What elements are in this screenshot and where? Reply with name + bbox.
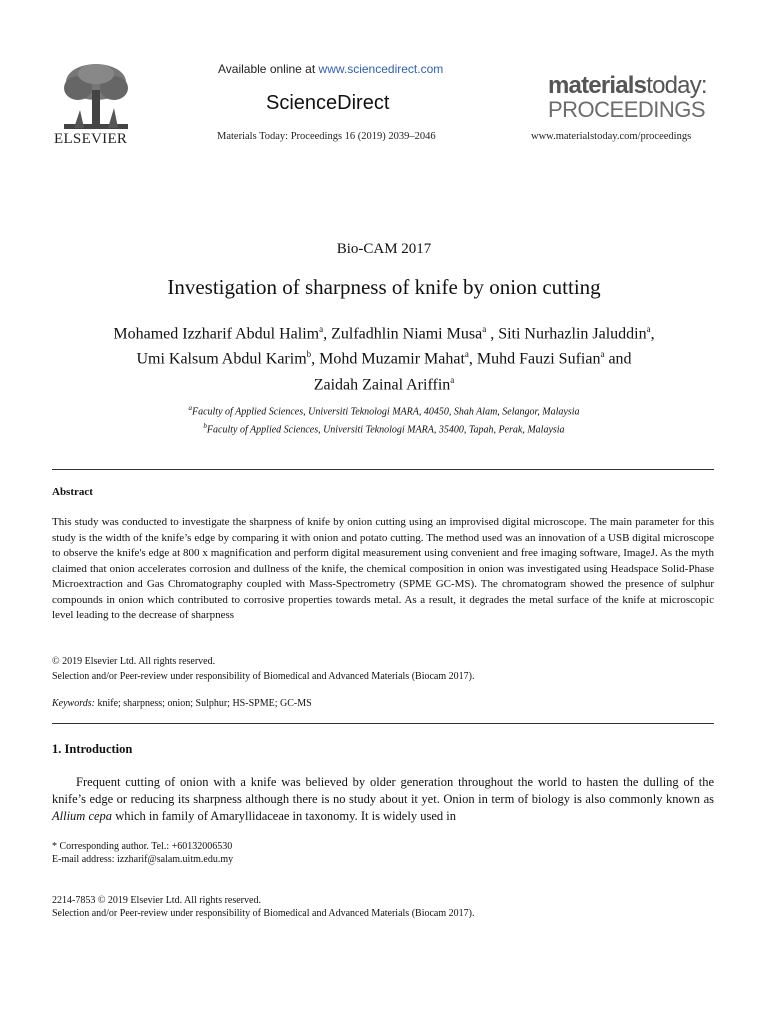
abstract-text: This study was conducted to investigate the sharpness of knife by onion cutting using an improvised digital microscope. The main parameter for this study is the width of the knife’s edge by comparing it with onion and potato cutting. The method used was an innovation of a USB digital microscope to observe the knife's edge at 800 x magnification and perform digital measurement using convenient and free imaging software, ImageJ. As the myth claimed that onion accelerates corrosion and dullness of the knife, the chemical composition in onion was investigated using Headspace Solid-Phase Microextraction and Gas Chromatography coupled with Mass-Spectrometry (SPME GC-MS). The chromatogram showed the presence of sulphur compounds in onion which contributed to corrosive properties towards metal. As a result, it degrades the metal surface of the knife at microscopic level leading to the decrease of sharpness <box>52 516 714 621</box>
author-name: Mohd Muzamir Mahat <box>319 350 465 368</box>
corresponding-author: * Corresponding author. Tel.: +60132006530 <box>52 841 233 852</box>
divider <box>52 469 714 470</box>
affiliation <box>0 401 768 419</box>
keywords <box>52 698 312 709</box>
author-name: Muhd Fauzi Sufian <box>476 350 601 368</box>
author-name: Mohamed Izzharif Abdul Halim <box>113 325 320 343</box>
available-prefix: Available online at <box>218 62 319 76</box>
mt-proceedings: PROCEEDINGS <box>548 97 706 122</box>
section-heading: 1. Introduction <box>52 742 133 756</box>
author-affil-mark: a <box>319 324 324 334</box>
author-sep: , <box>323 325 332 343</box>
issn-line: 2214-7853 © 2019 Elsevier Ltd. All rights reserved. <box>52 895 261 906</box>
author-name: Umi Kalsum Abdul Karim <box>136 350 307 368</box>
sciencedirect-title: ScienceDirect <box>266 92 390 114</box>
author-name: Zulfadhlin Niami Musa <box>331 325 483 343</box>
page-footer <box>52 894 474 920</box>
peer-review-line: Selection and/or Peer-review under responsibility of Biomedical and Advanced Materials (Biocam 2017). <box>52 671 475 682</box>
mt-today: today: <box>646 72 707 99</box>
author-affil-mark: a <box>600 349 605 360</box>
author-affil-mark: a <box>464 349 469 360</box>
abstract-copyright <box>52 654 474 684</box>
author-sep: , <box>468 350 477 368</box>
paper-title: Investigation of sharpness of knife by onion cutting <box>167 275 601 299</box>
mt-materials: materials <box>548 72 647 99</box>
available-online <box>218 62 443 76</box>
author-sep: and <box>604 350 632 368</box>
conference-name: Bio-CAM 2017 <box>336 241 432 257</box>
intro-paragraph <box>52 774 714 825</box>
divider <box>52 723 714 724</box>
author-affil-mark: a <box>646 324 651 334</box>
abstract-heading: Abstract <box>52 486 93 498</box>
keywords-list: knife; sharpness; onion; Sulphur; HS-SPME; GC-MS <box>94 698 312 709</box>
intro-text-before: Frequent cutting of onion with a knife was believed by older generation throughout the world to hasten the dulling of the knife’s edge or reducing its sharpness although there is no study about it yet. Onion in term of biology is also commonly known as <box>52 775 714 806</box>
author-list <box>40 319 728 395</box>
elsevier-tree-icon <box>56 60 136 132</box>
keywords-label: Keywords: <box>52 698 95 709</box>
author-sep: , <box>650 325 655 343</box>
footnote <box>52 840 233 866</box>
affil-mark: a <box>188 404 192 412</box>
author-name: Siti Nurhazlin Jaluddin <box>498 325 647 343</box>
affil-text: Faculty of Applied Sciences, Universiti Teknologi MARA, 35400, Tapah, Perak, Malaysia <box>206 424 565 436</box>
affiliation <box>0 419 768 437</box>
affil-mark: b <box>203 422 207 431</box>
affil-text: Faculty of Applied Sciences, Universiti Teknologi MARA, 40450, Shah Alam, Selangor, Malaysia <box>191 406 580 418</box>
footer-peer-review: Selection and/or Peer-review under responsibility of Biomedical and Advanced Materials (Biocam 2017). <box>52 908 475 919</box>
materials-today-logo <box>548 74 707 121</box>
journal-citation: Materials Today: Proceedings 16 (2019) 2039–2046 <box>217 131 436 142</box>
intro-text-after: which in family of Amaryllidaceae in taxonomy. It is widely used in <box>112 809 456 823</box>
author-sep: , <box>311 350 320 368</box>
author-sep: , <box>486 325 499 343</box>
author-affil-mark: b <box>306 349 312 360</box>
email-address: E-mail address: izzharif@salam.uitm.edu.my <box>52 854 234 865</box>
journal-url: www.materialstoday.com/proceedings <box>531 131 692 142</box>
sciencedirect-link[interactable]: www.sciencedirect.com <box>318 62 444 76</box>
author-affil-mark: a <box>482 324 487 334</box>
author-affil-mark: a <box>450 374 455 385</box>
species-name: Allium cepa <box>52 809 113 823</box>
author-name: Zaidah Zainal Ariffin <box>313 375 451 393</box>
affiliations <box>0 401 768 438</box>
elsevier-wordmark: ELSEVIER <box>54 131 128 147</box>
copyright-line: © 2019 Elsevier Ltd. All rights reserved. <box>52 656 216 667</box>
